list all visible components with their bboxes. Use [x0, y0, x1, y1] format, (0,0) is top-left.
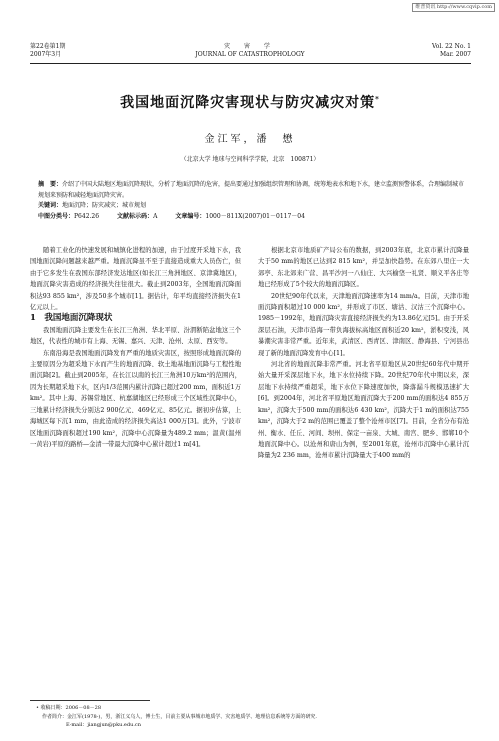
body-paragraph: 东南沿海是我国地面沉降发育严重的地质灾害区，按照形成地面沉降的主要原因分为超采地下水而产生的地面沉降、软土地基地面沉降与工程性地面沉降[2]。截止到2005年，在长江以南的长江三角洲10万km²的范围内，因为长期超采地下水，区内1/3范围内累计沉降已超过200 mm，面积近1万km²。其中上海、苏锡常地区、杭嘉湖地区已经形成三个区域性沉降中心，三地累计经济损失分别达2 900亿元、469亿元、85亿元。据初步估算，上海城区每下沉1 mm，由此造成的经济损失高达1 000万[3]。此外，宁波市区地面沉降面积超过190 km²，沉降中心沉降量为489.2 mm；温黄(温州一黄岩)平原的路桥—金清一带最大沉降中心累计超过1 m[4]。: [30, 349, 241, 448]
title-footnote-mark: *: [375, 94, 380, 104]
abstract-block: [38, 180, 468, 222]
author-bio: 作者简介：金江军(1978-)，男，浙江义乌人，博士生，目前主要从事城市地质学、灾害地质学、地理信息系统等方面的研究.: [42, 713, 317, 720]
publication-date-en: Mar. 2007: [439, 51, 471, 58]
keywords-label: 关键词：: [38, 202, 63, 209]
paper-title-text: 我国地面沉降灾害现状与防灾减灾对策: [120, 95, 376, 111]
paper-title: [40, 92, 460, 112]
article-no-value: 1000－811X(2007)01－0117－04: [205, 212, 305, 220]
keywords: [38, 201, 468, 212]
body-paragraph: 根据北京市地质矿产局公布的数据，到2003年底，北京市累计沉降量大于50 mm的地区已达到2 815 km²，并呈加快趋势。在东郊八里庄一大郊亭、东北郊来广营、昌平沙河一八仙庄、大兴榆垡一礼贤、顺义平各庄等地已经形成了5个较大的地面沉降区。: [258, 247, 469, 289]
doc-code-label: 文献标示码：: [117, 212, 154, 220]
footnote-block: [36, 704, 466, 730]
clc-label: 中图分类号：: [38, 212, 75, 220]
clc-value: P642.26: [74, 212, 100, 220]
abstract-text: 介绍了中国大陆地区地面沉降现状，分析了地面沉降的危害，提出要通过加强组织管理和协调，统筹地表水和地下水，建立监测预警体系，合理编制城市规划来预防和减轻地面沉降灾害。: [38, 181, 465, 199]
header-rule: [30, 63, 471, 64]
watermark-badge: 维普资讯 http://www.cqvip.com: [412, 3, 495, 12]
body-column-left: [30, 245, 241, 450]
body-column-right: [258, 245, 469, 462]
abstract-label: 摘 要：: [38, 181, 63, 188]
body-paragraph: 我国地面沉降主要发生在长江三角洲、华北平原、汾渭断陷盆地这三个地区，代表性的城市有上海、无锡、嘉兴、天津、沧州、太原、西安等。: [30, 326, 241, 346]
volume-issue: 第22卷第1期: [30, 43, 66, 50]
journal-volume-left: [30, 43, 65, 59]
section-heading-1: 1 我国地面沉降现状: [30, 313, 113, 324]
journal-name-en: JOURNAL OF CATASTROPHOLOGY: [195, 51, 305, 58]
publication-date: 2007年3月: [30, 51, 62, 58]
classification-row: [38, 212, 468, 223]
journal-name-cn: 灾 害 学: [224, 43, 276, 50]
volume-issue-en: Vol. 22 No. 1: [431, 43, 471, 50]
author-email: E-mail：jiangjun@pku.edu.cn: [66, 722, 141, 728]
doc-code-value: A: [153, 212, 158, 220]
journal-volume-right: [432, 43, 471, 59]
journal-name: [150, 43, 350, 59]
paper-authors: 金江军，潘 懋: [204, 134, 296, 145]
body-paragraph: 20世纪90年代以来，天津地面沉降速率为14 mm/a。目前，天津市地面沉降面积超过10 000 km²，并形成了市区、塘沽、汉沽三个沉降中心。1985－1992年，地面沉降灾害直接经济损失约为13.86亿元[5]。由于开采深层石油，天津市沿海一带负海拔标高地区面积近20 km²，淤积变浅，风暴潮灾害非常严重。近年来，武清区、西青区、津南区、静海县、宁河县出现了新的地面沉降发育中心[1]。: [258, 292, 469, 357]
intro-paragraph: 随着工业化的快速发展和城镇化进程的加速，由于过度开采地下水，我国地面沉降问题越来越严重。地面沉降虽不至于直接造成重大人员伤亡，但由于它多发生在我国东部经济发达地区(如长江三角洲地区、京津冀地区)，地面沉降灾害造成的经济损失往往很大。截止到2003年，全国地面沉降面积达93 855 km²，涉及50多个城市[1]。据估计，年平均直接经济损失在1亿元以上。: [30, 247, 241, 312]
footnote-rule: [30, 700, 150, 701]
body-paragraph: 河北省的地面沉降非常严重。河北省平原地区从20世纪60年代中期开始大量开采深层地下水，地下水位持续下降。20世纪70年代中期以来，深层地下水持续严重超采，地下水位下降速度加快，降落漏斗规模迅速扩大[6]。到2004年，河北省平原地区地面沉降大于200 mm的面积达4 855万km²，沉降大于500 mm的面积达6 430 km²，沉降大于1 m的面积达755 km²，沉降大于2 m的范围已覆盖了整个沧州市区[7]。目前，全省分布有沧州、衡水、任丘、河间、坝州、保定一亩泉、大城、南宫、肥乡、邯郸10个地面沉降中心。以沧州和唐山为例，至2001年底，沧州市沉降中心累计沉降量为2 236 mm，沧州市累计沉降量大于400 mm的: [258, 361, 469, 460]
received-date: • 收稿日期：2006－08－28: [36, 705, 101, 711]
received-date-text: 收稿日期：2006－08－28: [40, 705, 101, 711]
article-no-label: 文章编号：: [175, 212, 206, 220]
keywords-text: 地面沉降；防灾减灾；城市规划: [62, 202, 147, 209]
author-affiliation: （北京大学 地球与空间科学学院，北京 100871）: [180, 156, 320, 163]
abstract: [38, 180, 468, 201]
